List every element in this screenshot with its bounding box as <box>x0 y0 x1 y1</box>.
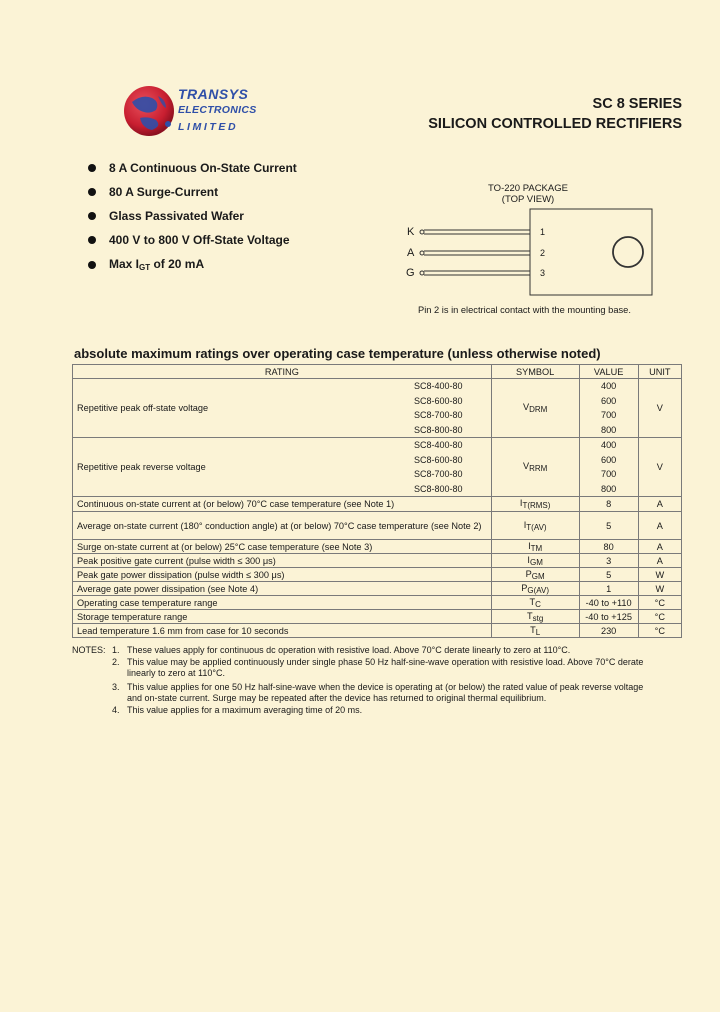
note-text: This value applies for a maximum averaging time of 20 ms. <box>127 705 363 715</box>
unit-cell: V <box>638 438 681 497</box>
package-view-caption: (TOP VIEW) <box>501 194 555 205</box>
pin-label-g: G <box>406 267 415 279</box>
pin-number-2: 2 <box>540 248 546 258</box>
value-cell: -40 to +110 <box>579 596 638 610</box>
feature-text: 8 A Continuous On-State Current <box>109 161 297 175</box>
symbol-cell: $P_{G(AV)}$ <box>491 582 579 596</box>
symbol-cell: $I_{T(AV)}$ <box>491 512 579 540</box>
bullet-icon <box>88 261 96 269</box>
value-cell: 230 <box>579 624 638 638</box>
feature-text: 400 V to 800 V Off-State Voltage <box>109 233 290 247</box>
unit-cell: V <box>638 379 681 438</box>
package-note: Pin 2 is in electrical contact with the mounting base. <box>418 305 631 315</box>
rating-cell: Operating case temperature range <box>73 596 492 610</box>
note-text-continued: and on-state current. Surge may be repeated after the device has returned to original thermal equilibrium. <box>127 693 547 703</box>
unit-cell: W <box>638 582 681 596</box>
rating-cell: Surge on-state current at (or below) 25°C case temperature (see Note 3) <box>73 540 492 554</box>
rating-cell: Repetitive peak off-state voltage <box>73 379 414 438</box>
symbol-cell: $V_{RRM}$ <box>491 438 579 497</box>
rating-cell: Peak positive gate current (pulse width ≤ 300 μs) <box>73 554 492 568</box>
symbol-cell: $I_{GM}$ <box>491 554 579 568</box>
unit-cell: A <box>638 497 681 512</box>
note-text-continued: linearly to zero at 110°C. <box>127 668 225 678</box>
note-text: This value may be applied continuously under single phase 50 Hz half-sine-wave operation with resistive load. Above 70°C derate <box>127 657 644 667</box>
unit-cell: A <box>638 540 681 554</box>
bullet-icon <box>88 236 96 244</box>
table-row <box>73 624 682 638</box>
rating-cell: Lead temperature 1.6 mm from case for 10 seconds <box>73 624 492 638</box>
bullet-icon <box>88 212 96 220</box>
pin-number-1: 1 <box>540 227 546 237</box>
ratings-table <box>72 364 682 638</box>
table-row <box>73 568 682 582</box>
symbol-cell: $V_{DRM}$ <box>491 379 579 438</box>
note-text: This value applies for one 50 Hz half-sine-wave when the device is operating at (or below) the rated value of peak reverse voltage <box>127 682 644 692</box>
feature-item <box>88 161 297 175</box>
unit-cell: °C <box>638 624 681 638</box>
package-caption: TO-220 PACKAGE <box>488 183 568 194</box>
rating-cell: Repetitive peak reverse voltage <box>73 438 414 497</box>
series-title: SC 8 SERIES <box>592 96 682 112</box>
section-heading: absolute maximum ratings over operating case temperature (unless otherwise noted) <box>74 346 601 361</box>
header-symbol: SYMBOL <box>491 365 579 379</box>
note-number: 3. <box>112 682 120 692</box>
notes-label: NOTES: <box>72 645 106 655</box>
model-cell: SC8-400-80 SC8-600-80 SC8-700-80 SC8-800-80 <box>414 438 491 497</box>
feature-item <box>88 257 204 272</box>
value-cell: 1 <box>579 582 638 596</box>
package-diagram <box>400 205 660 305</box>
pin-label-k: K <box>407 226 415 238</box>
value-cell: 8 <box>579 497 638 512</box>
header-value: VALUE <box>579 365 638 379</box>
header-rating: RATING <box>73 365 492 379</box>
note-number: 4. <box>112 705 120 715</box>
table-header-row <box>73 365 682 379</box>
pin-number-3: 3 <box>540 268 546 278</box>
symbol-cell: $T_C$ <box>491 596 579 610</box>
unit-cell: W <box>638 568 681 582</box>
table-row <box>73 540 682 554</box>
unit-cell: A <box>638 554 681 568</box>
rating-cell: Peak gate power dissipation (pulse width ≤ 300 μs) <box>73 568 492 582</box>
unit-cell: °C <box>638 596 681 610</box>
value-cell: -40 to +125 <box>579 610 638 624</box>
note-text: These values apply for continuous dc operation with resistive load. Above 70°C derate linearly to zero at 110°C. <box>127 645 571 655</box>
rating-cell: Continuous on-state current at (or below) 70°C case temperature (see Note 1) <box>73 497 492 512</box>
logo-line-3: LIMITED <box>178 121 239 133</box>
unit-cell: A <box>638 512 681 540</box>
feature-text: Glass Passivated Wafer <box>109 209 244 223</box>
value-cell: 5 <box>579 512 638 540</box>
rating-cell: Average gate power dissipation (see Note 4) <box>73 582 492 596</box>
table-row <box>73 596 682 610</box>
symbol-cell: $T_L$ <box>491 624 579 638</box>
table-row <box>73 512 682 540</box>
pin-label-a: A <box>407 247 415 259</box>
symbol-cell: $P_{GM}$ <box>491 568 579 582</box>
table-row <box>73 582 682 596</box>
note-number: 1. <box>112 645 120 655</box>
header-unit: UNIT <box>638 365 681 379</box>
table-row <box>73 497 682 512</box>
feature-text: 80 A Surge-Current <box>109 185 219 199</box>
value-cell: 400 600 700 800 <box>579 438 638 497</box>
symbol-cell: $T_{stg}$ <box>491 610 579 624</box>
rating-cell: Storage temperature range <box>73 610 492 624</box>
value-cell: 80 <box>579 540 638 554</box>
value-cell: 400 600 700 800 <box>579 379 638 438</box>
unit-cell: °C <box>638 610 681 624</box>
product-description: SILICON CONTROLLED RECTIFIERS <box>428 116 682 132</box>
table-row <box>73 438 682 497</box>
globe-icon <box>122 84 176 138</box>
bullet-icon <box>88 188 96 196</box>
symbol-cell: $I_{T(RMS)}$ <box>491 497 579 512</box>
feature-item <box>88 233 290 247</box>
feature-text: Max $I_{GT}$ of 20 mA <box>109 257 205 272</box>
note-number: 2. <box>112 657 120 667</box>
rating-cell: Average on-state current (180° conduction angle) at (or below) 70°C case temperature (see Note 2) <box>73 512 492 540</box>
feature-item <box>88 209 244 223</box>
logo-line-2: ELECTRONICS <box>178 104 257 116</box>
symbol-cell: $I_{TM}$ <box>491 540 579 554</box>
table-row <box>73 554 682 568</box>
feature-item <box>88 185 218 199</box>
value-cell: 5 <box>579 568 638 582</box>
bullet-icon <box>88 164 96 172</box>
model-cell: SC8-400-80 SC8-600-80 SC8-700-80 SC8-800-80 <box>414 379 491 438</box>
value-cell: 3 <box>579 554 638 568</box>
table-row <box>73 379 682 438</box>
logo-line-1: TRANSYS <box>178 86 249 102</box>
table-row <box>73 610 682 624</box>
